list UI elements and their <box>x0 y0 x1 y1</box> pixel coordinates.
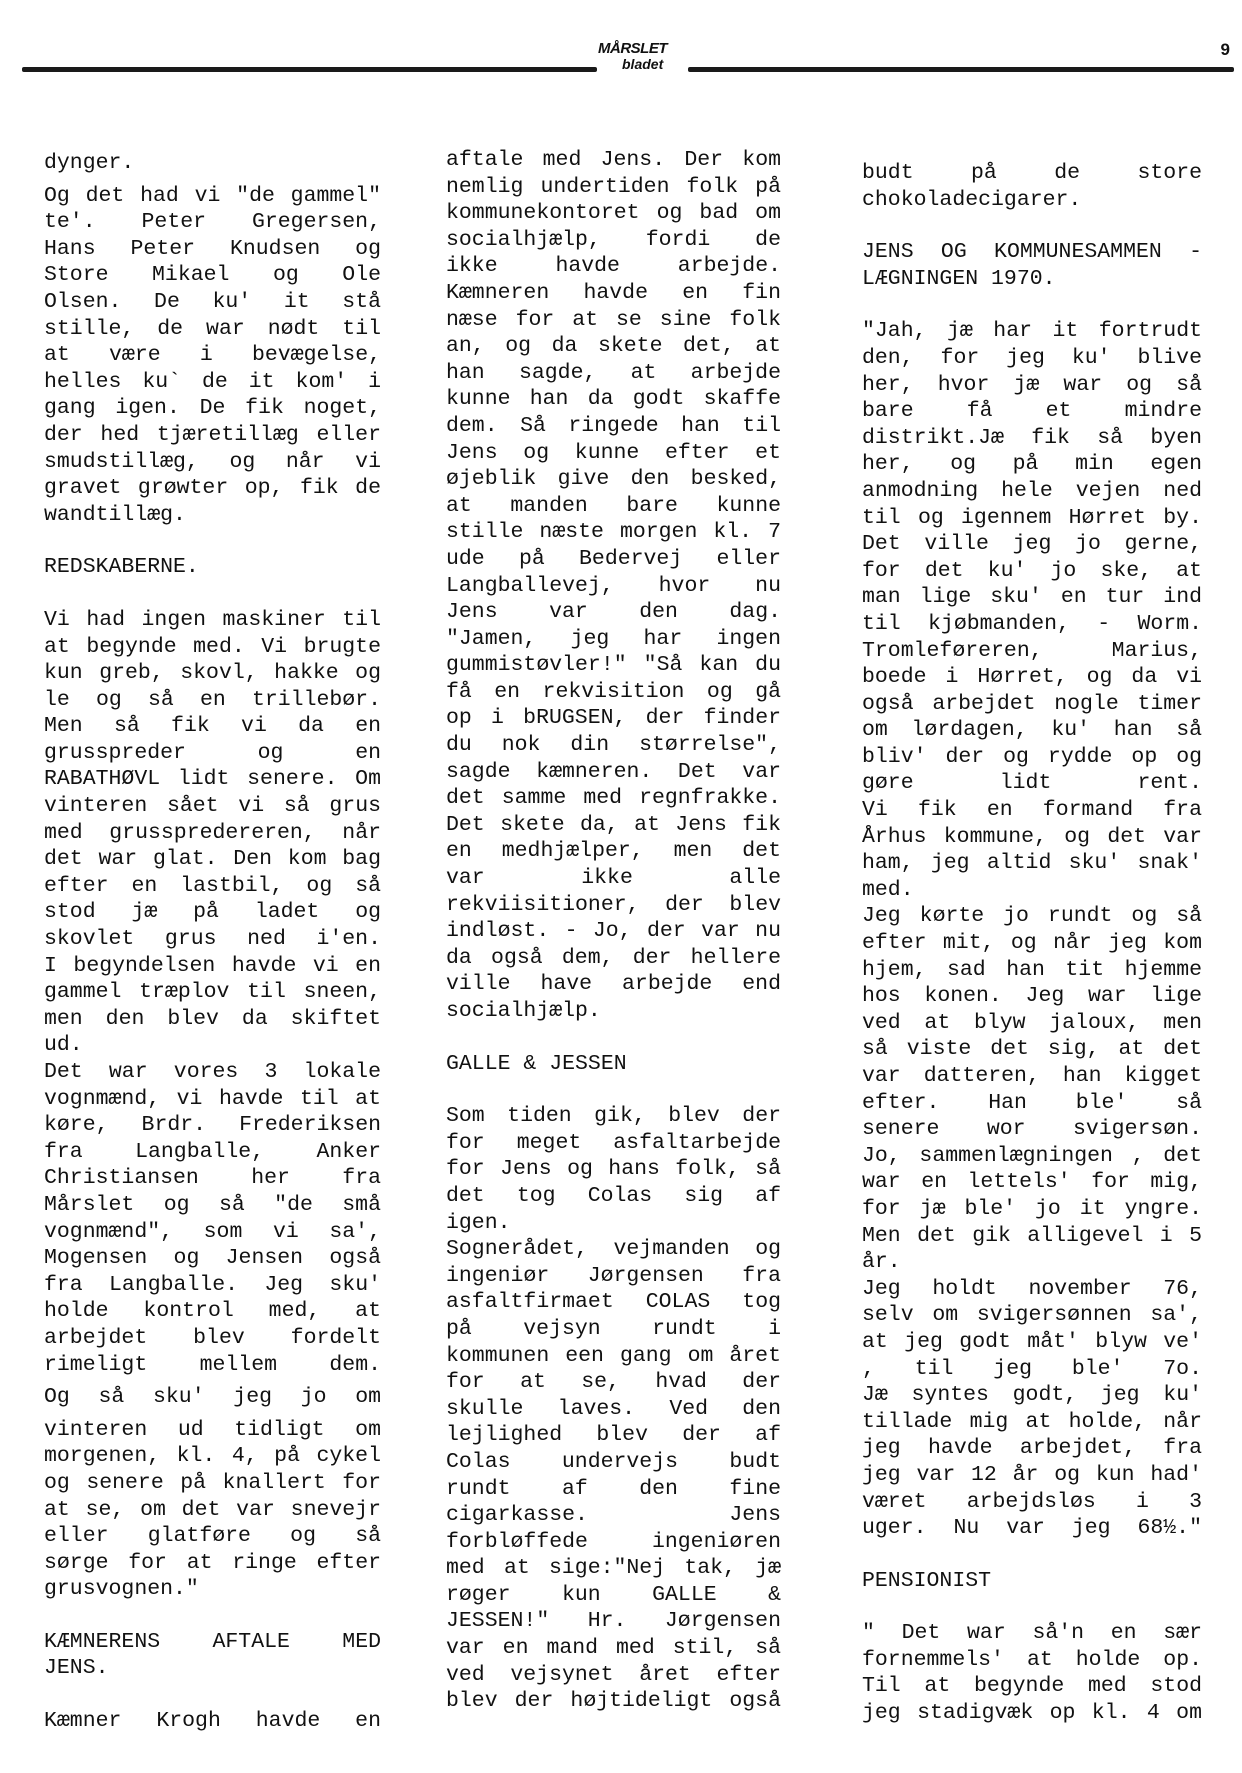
text-line: stod jæ på ladet og <box>44 900 381 925</box>
text-line: du nok din størrelse", <box>446 733 781 758</box>
text-line: efter. Han ble' så <box>862 1090 1202 1115</box>
text-line: JENS. <box>44 1656 109 1681</box>
text-line: for jæ ble' jo it yngre. <box>862 1196 1202 1221</box>
text-line: hos konen. Jeg war lige <box>862 984 1202 1009</box>
text-line: arbejdet blev fordelt <box>44 1325 381 1350</box>
text-line: vinteren sået vi så grus <box>44 794 381 819</box>
text-line: hjem, sad han tit hjemme <box>862 957 1202 982</box>
text-line: der hed tjæretillæg eller <box>44 422 381 447</box>
text-line: var en mand med stil, så <box>446 1636 781 1661</box>
text-line: gang igen. De fik noget, <box>44 396 381 421</box>
paragraph <box>44 607 381 1378</box>
text-line: været arbejdsløs i 3 <box>862 1489 1202 1514</box>
text-line: Sognerådet, vejmanden og <box>446 1237 781 1262</box>
text-line: vinteren ud tidligt om <box>44 1417 381 1442</box>
paragraph-gap <box>44 528 381 554</box>
header-rule-right <box>688 67 1234 72</box>
text-line: fornemmels' at holde op. <box>862 1647 1202 1672</box>
text-line: til og igennem Hørret by. <box>862 505 1202 530</box>
text-line: kun greb, skovl, hakke og <box>44 661 381 686</box>
text-line: RABATHØVL lidt senere. Om <box>44 767 381 792</box>
text-line: han sagde, at arbejde <box>446 360 781 385</box>
paragraph <box>44 1384 381 1411</box>
text-line: Store Mikael og Ole <box>44 263 381 288</box>
text-line: Men det gik alligevel i 5 <box>862 1223 1202 1248</box>
text-line: op i bRUGSEN, der finder <box>446 706 781 731</box>
text-line: grusspreder og en <box>44 740 381 765</box>
page-header <box>0 40 1242 80</box>
text-line: gummistøvler!" "Så kan du <box>446 653 781 678</box>
text-line: men den blev da skiftet <box>44 1006 381 1031</box>
text-line: Men så fik vi da en <box>44 714 381 739</box>
text-line: Hans Peter Knudsen og <box>44 236 381 261</box>
text-line: KÆMNERENS AFTALE MED <box>44 1629 381 1654</box>
text-line: og senere på knallert for <box>44 1470 381 1495</box>
paragraph <box>44 1417 381 1603</box>
text-line: at manden bare kunne <box>446 493 781 518</box>
text-line: år. <box>862 1250 901 1275</box>
text-line: med. <box>862 877 914 902</box>
logo-title: MÅRSLET <box>598 40 667 57</box>
text-line: gøre lidt rent. <box>862 771 1202 796</box>
text-line: eller glatføre og så <box>44 1524 381 1549</box>
masthead-logo <box>598 40 686 80</box>
text-line: det war glat. Den kom bag <box>44 847 381 872</box>
text-line: an, og da skete det, at <box>446 334 781 359</box>
text-line: Vi fik en formand fra <box>862 798 1202 823</box>
text-line: stille næste morgen kl. 7 <box>446 520 781 545</box>
text-line: Det skete da, at Jens fik <box>446 812 781 837</box>
section-heading <box>446 1051 781 1078</box>
text-line: Og så sku' jeg jo om <box>44 1385 381 1410</box>
text-line: kommunen een gang om året <box>446 1343 781 1368</box>
text-line: efter mit, og når jeg kom <box>862 931 1202 956</box>
text-line: Jens og kunne efter et <box>446 440 781 465</box>
text-line: Jeg holdt november 76, <box>862 1276 1202 1301</box>
text-line: Til at begynde med stod <box>862 1674 1202 1699</box>
section-heading <box>44 554 381 581</box>
text-line: ved at blyw jaloux, men <box>862 1010 1202 1035</box>
text-line: I begyndelsen havde vi en <box>44 953 381 978</box>
text-line: for det ku' jo ske, at <box>862 558 1202 583</box>
text-line: gravet grøwter op, fik de <box>44 476 381 501</box>
text-line: te'. Peter Gregersen, <box>44 210 381 235</box>
section-heading <box>862 239 1202 292</box>
text-line: jeg var 12 år og kun had' <box>862 1462 1202 1487</box>
text-line: at være i bevægelse, <box>44 343 381 368</box>
text-line: næse for at se sine folk <box>446 307 781 332</box>
text-line: sørge for at ringe efter <box>44 1550 381 1575</box>
text-line: lejlighed blev der af <box>446 1423 781 1448</box>
text-line: Jeg kørte jo rundt og så <box>862 904 1202 929</box>
paragraph-gap <box>862 1542 1202 1568</box>
text-line: her, hvor jæ war og så <box>862 372 1202 397</box>
text-line: anmodning hele vejen ned <box>862 478 1202 503</box>
paragraph <box>446 1103 781 1715</box>
text-line: ham, jeg altid sku' snak' <box>862 851 1202 876</box>
text-line: LÆGNINGEN 1970. <box>862 266 1056 291</box>
paragraph-gap <box>862 213 1202 239</box>
text-line: Mogensen og Jensen også <box>44 1246 381 1271</box>
text-line: Jæ syntes godt, jeg ku' <box>862 1383 1202 1408</box>
text-line: rundt af den fine <box>446 1476 781 1501</box>
text-line: morgenen, kl. 4, på cykel <box>44 1444 381 1469</box>
text-line: da også dem, der hellere <box>446 945 781 970</box>
text-line: "Jamen, jeg har ingen <box>446 626 781 651</box>
text-line: Olsen. De ku' it stå <box>44 289 381 314</box>
text-line: Vi had ingen maskiner til <box>44 607 381 632</box>
text-line: smudstillæg, og når vi <box>44 449 381 474</box>
text-line: kunne han da godt skaffe <box>446 387 781 412</box>
text-line: en medhjælper, men det <box>446 839 781 864</box>
text-line: rekviisitioner, der blev <box>446 892 781 917</box>
text-line: efter en lastbil, og så <box>44 873 381 898</box>
paragraph-gap <box>44 1603 381 1629</box>
text-line: at begynde med. Vi brugte <box>44 634 381 659</box>
paragraph <box>862 1620 1202 1726</box>
text-line: dynger. <box>44 151 135 175</box>
paragraph <box>44 150 381 177</box>
text-column-2 <box>446 147 781 1715</box>
text-line: røger kun GALLE & <box>446 1582 781 1607</box>
text-line: socialhjælp, fordi de <box>446 227 781 252</box>
text-line: REDSKABERNE. <box>44 555 199 580</box>
text-line: senere wor svigersøn. <box>862 1117 1202 1142</box>
text-line: på vejsyn rundt i <box>446 1316 781 1341</box>
text-line: JESSEN!" Hr. Jørgensen <box>446 1609 781 1634</box>
text-line: blev der højtideligt også <box>446 1689 781 1714</box>
text-line: ud. <box>44 1033 83 1058</box>
text-line: om lørdagen, ku' han så <box>862 718 1202 743</box>
text-line: for Jens og hans folk, så <box>446 1157 781 1182</box>
text-line: Og det had vi "de gammel" <box>44 183 381 208</box>
paragraph <box>44 1708 381 1735</box>
text-line: tillade mig at holde, når <box>862 1409 1202 1434</box>
paragraph <box>44 183 381 529</box>
text-line: PENSIONIST <box>862 1568 992 1593</box>
text-line: det tog Colas sig af <box>446 1183 781 1208</box>
text-line: le og så en trillebør. <box>44 687 381 712</box>
paragraph-gap <box>446 1077 781 1103</box>
text-line: rimeligt mellem dem. <box>44 1352 381 1377</box>
text-line: Kæmner Krogh havde en <box>44 1709 381 1734</box>
text-line: gammel træplov til sneen, <box>44 980 381 1005</box>
text-line: Jens var den dag. <box>446 600 781 625</box>
text-line: skulle laves. Ved den <box>446 1396 781 1421</box>
text-line: grusvognen." <box>44 1577 199 1602</box>
paragraph-gap <box>44 1682 381 1708</box>
text-line: skovlet grus ned i'en. <box>44 927 381 952</box>
text-line: selv om svigersønnen sa', <box>862 1303 1202 1328</box>
text-line: Århus kommune, og det var <box>862 824 1202 849</box>
text-line: GALLE & JESSEN <box>446 1051 627 1076</box>
text-line: aftale med Jens. Der kom <box>446 148 781 172</box>
text-line: Langballevej, hvor nu <box>446 573 781 598</box>
text-line: kommunekontoret og bad om <box>446 201 781 226</box>
header-rule-left <box>22 67 597 72</box>
text-line: Jo, sammenlægningen , det <box>862 1143 1202 1168</box>
paragraph-gap <box>862 292 1202 318</box>
text-line: boede i Hørret, og da vi <box>862 665 1202 690</box>
text-line: her, og på min egen <box>862 452 1202 477</box>
text-line: Det war vores 3 lokale <box>44 1060 381 1084</box>
text-line: Tromleføreren, Marius, <box>862 638 1202 663</box>
text-line: stille, de war nødt til <box>44 316 381 341</box>
text-column-3 <box>862 160 1202 1727</box>
paragraph <box>862 318 1202 1541</box>
text-line: for meget asfaltarbejde <box>446 1130 781 1155</box>
text-line: ikke havde arbejde. <box>446 254 781 279</box>
text-line: Christiansen her fra <box>44 1166 381 1191</box>
text-line: fra Langballe. Jeg sku' <box>44 1272 381 1297</box>
text-line: så viste det sig, at det <box>862 1037 1202 1062</box>
text-line: jeg stadigvæk op kl. 4 om <box>862 1701 1202 1726</box>
text-line: få en rekvisition og gå <box>446 679 781 704</box>
text-line: Som tiden gik, blev der <box>446 1104 781 1129</box>
paragraph <box>446 147 781 1025</box>
text-line: indløst. - Jo, der var nu <box>446 919 781 944</box>
text-line: " Det war så'n en sær <box>862 1621 1202 1646</box>
text-line: , til jeg ble' 7o. <box>862 1356 1202 1381</box>
text-line: jeg havde arbejdet, fra <box>862 1436 1202 1461</box>
text-line: for at se, hvad der <box>446 1370 781 1395</box>
text-line: Det ville jeg jo gerne, <box>862 532 1202 557</box>
text-line: med at sige:"Nej tak, jæ <box>446 1556 781 1581</box>
text-line: chokoladecigarer. <box>862 187 1082 212</box>
text-line: helles ku` de it kom' i <box>44 369 381 394</box>
paragraph <box>862 160 1202 213</box>
text-line: fra Langballe, Anker <box>44 1139 381 1164</box>
text-line: war en lettels' for mig, <box>862 1170 1202 1195</box>
text-line: holde kontrol med, at <box>44 1299 381 1324</box>
text-line: budt på de store <box>862 161 1202 185</box>
text-line: forbløffede ingeniøren <box>446 1529 781 1554</box>
text-line: man lige sku' en tur ind <box>862 585 1202 610</box>
text-line: Mårslet og så "de små <box>44 1192 381 1217</box>
text-line: socialhjælp. <box>446 999 601 1023</box>
text-line: bliv' der og rydde op og <box>862 744 1202 769</box>
text-line: Colas undervejs budt <box>446 1449 781 1474</box>
text-line: øjeblik give den besked, <box>446 467 781 492</box>
text-line: var datteren, han kigget <box>862 1064 1202 1088</box>
text-line: wandtillæg. <box>44 502 186 527</box>
text-line: vognmænd, vi havde til at <box>44 1086 381 1111</box>
section-heading <box>862 1568 1202 1595</box>
text-line: var ikke alle <box>446 866 781 891</box>
text-line: at jeg godt måt' blyw ve' <box>862 1329 1202 1354</box>
text-line: den, for jeg ku' blive <box>862 345 1202 370</box>
text-line: til kjøbmanden, - Worm. <box>862 611 1202 636</box>
text-line: "Jah, jæ har it fortrudt <box>862 319 1202 344</box>
text-column-1 <box>44 150 381 1735</box>
paragraph-gap <box>862 1594 1202 1620</box>
text-line: JENS OG KOMMUNESAMMEN - <box>862 240 1202 265</box>
text-line: Kæmneren havde en fin <box>446 280 781 305</box>
text-line: cigarkasse. Jens <box>446 1503 781 1528</box>
paragraph-gap <box>446 1025 781 1051</box>
text-line: ved vejsynet året efter <box>446 1662 781 1687</box>
text-line: at se, om det var snevejr <box>44 1497 381 1522</box>
text-line: dem. Så ringede han til <box>446 413 781 438</box>
text-line: bare få et mindre <box>862 399 1202 424</box>
text-line: asfaltfirmaet COLAS tog <box>446 1290 781 1315</box>
text-line: distrikt.Jæ fik så byen <box>862 425 1202 450</box>
logo-subtitle: bladet <box>622 56 664 72</box>
text-line: uger. Nu var jeg 68½." <box>862 1516 1202 1541</box>
paragraph-gap <box>44 581 381 607</box>
text-line: vognmænd", som vi sa', <box>44 1219 381 1244</box>
text-line: det samme med regnfrakke. <box>446 786 781 811</box>
text-line: køre, Brdr. Frederiksen <box>44 1113 381 1138</box>
text-line: sagde kæmneren. Det var <box>446 759 781 784</box>
text-line: igen. <box>446 1210 511 1235</box>
text-line: ville have arbejde end <box>446 972 781 997</box>
section-heading <box>44 1629 381 1682</box>
text-line: ude på Bedervej eller <box>446 546 781 571</box>
page-number: 9 <box>1220 40 1230 59</box>
text-line: også arbejdet nogle timer <box>862 691 1202 716</box>
text-line: med grusspredereren, når <box>44 820 381 845</box>
text-line: ingeniør Jørgensen fra <box>446 1263 781 1288</box>
text-line: nemlig undertiden folk på <box>446 174 781 199</box>
